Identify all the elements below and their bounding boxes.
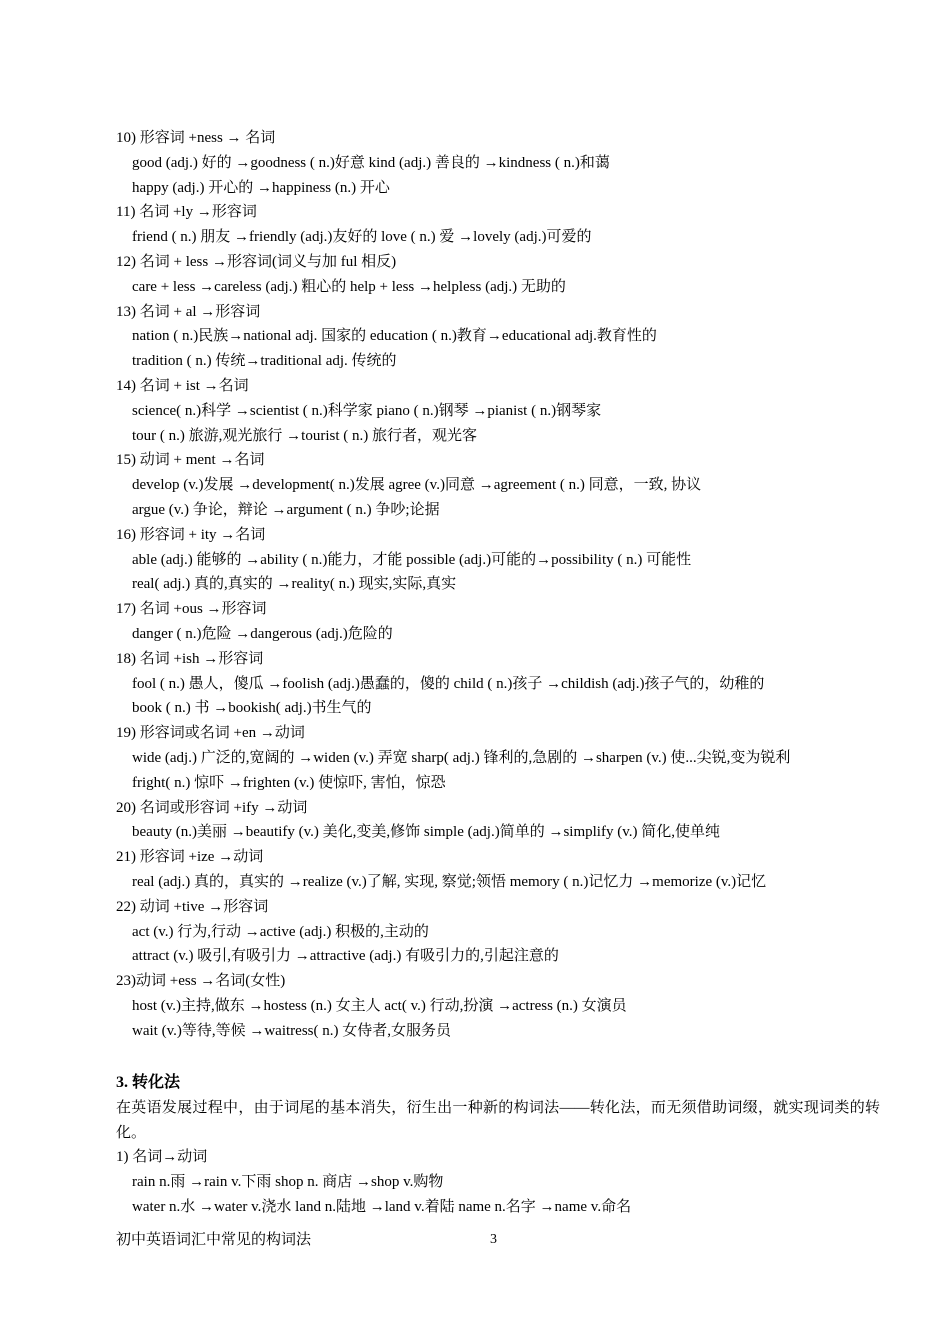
- rule-heading: 15) 动词 + ment →名词: [116, 452, 265, 469]
- example-line: fool ( n.) 愚人，傻瓜 →foolish (adj.)愚蠢的，傻的 child ( n.)孩子 →childish (adj.)孩子气的，幼稚的: [132, 675, 765, 692]
- example-line: science( n.)科学 →scientist ( n.)科学家 piano ( n.)钢琴 →pianist ( n.)钢琴家: [132, 402, 602, 419]
- example-line: book ( n.) 书 →bookish( adj.)书生气的: [132, 700, 372, 717]
- rule-heading: 17) 名词 +ous →形容词: [116, 601, 267, 618]
- rule-heading: 18) 名词 +ish →形容词: [116, 650, 264, 667]
- rule-heading: 10) 形容词 +ness → 名词: [116, 130, 276, 146]
- example-line: friend ( n.) 朋友 →friendly (adj.)友好的 love ( n.) 爱 →lovely (adj.)可爱的: [132, 229, 592, 246]
- rule-heading: 12) 名词 + less →形容词(词义与加 ful 相反): [116, 253, 397, 270]
- example-line: act (v.) 行为,行动 →active (adj.) 积极的,主动的: [132, 923, 429, 940]
- example-line: real (adj.) 真的，真实的 →realize (v.)了解, 实现, 察觉;领悟 memory ( n.)记忆力 →memorize (v.)记忆: [132, 873, 767, 890]
- rule-heading: 22) 动词 +tive →形容词: [116, 898, 269, 915]
- example-line: wide (adj.) 广泛的,宽阔的 →widen (v.) 弄宽 sharp( adj.) 锋利的,急剧的 →sharpen (v.) 使...尖锐,变为锐利: [132, 749, 791, 766]
- rule-heading: 16) 形容词 + ity →名词: [116, 526, 266, 543]
- example-line: care + less →careless (adj.) 粗心的 help + less →helpless (adj.) 无助的: [132, 278, 566, 295]
- example-line: host (v.)主持,做东 →hostess (n.) 女主人 act( v.) 行动,扮演 →actress (n.) 女演员: [132, 997, 627, 1014]
- example-line: able (adj.) 能够的 →ability ( n.)能力，才能 possible (adj.)可能的→possibility ( n.) 可能性: [132, 551, 692, 568]
- example-line: danger ( n.)危险 →dangerous (adj.)危险的: [132, 625, 393, 642]
- footer-title: 初中英语词汇中常见的构词法: [116, 1232, 312, 1248]
- rule-heading: 21) 形容词 +ize →动词: [116, 849, 264, 866]
- example-line: argue (v.) 争论，辩论 →argument ( n.) 争吵;论据: [132, 501, 440, 518]
- example-line: happy (adj.) 开心的 →happiness (n.) 开心: [132, 179, 390, 196]
- example-line: wait (v.)等待,等候 →waitress( n.) 女侍者,女服务员: [132, 1022, 451, 1039]
- example-line: good (adj.) 好的 →goodness ( n.)好意 kind (adj.) 善良的 →kindness ( n.)和蔼: [132, 154, 610, 171]
- suffix-rules-list: [116, 126, 886, 1043]
- example-line: beauty (n.)美丽 →beautify (v.) 美化,变美,修饰 simple (adj.)简单的 →simplify (v.) 简化,使单纯: [132, 824, 720, 841]
- section-heading: 3. 转化法: [116, 1074, 181, 1091]
- rule-heading: 20) 名词或形容词 +ify →动词: [116, 799, 308, 816]
- example-line: water n.水 →water v.浇水 land n.陆地 →land v.着陆 name n.名字 →name v.命名: [132, 1198, 632, 1215]
- example-line: tour ( n.) 旅游,观光旅行 →tourist ( n.) 旅行者，观光客: [132, 427, 477, 444]
- section-intro-paragraph: 在英语发展过程中，由于词尾的基本消失，衍生出一种新的构词法——转化法，而无须借助词缀，就实现词类的转化。: [116, 1100, 880, 1141]
- example-line: attract (v.) 吸引,有吸引力 →attractive (adj.) 有吸引力的,引起注意的: [132, 948, 559, 965]
- example-line: develop (v.)发展 →development( n.)发展 agree (v.)同意 →agreement ( n.) 同意，一致, 协议: [132, 477, 702, 494]
- example-line: fright( n.) 惊吓 →frighten (v.) 使惊吓, 害怕，惊恐: [132, 774, 446, 791]
- rule-heading: 23)动词 +ess →名词(女性): [116, 973, 286, 990]
- rule-heading: 1) 名词→动词: [116, 1149, 208, 1165]
- example-line: tradition ( n.) 传统→traditional adj. 传统的: [132, 353, 397, 370]
- rule-heading: 11) 名词 +ly →形容词: [116, 204, 257, 221]
- example-line: rain n.雨 →rain v.下雨 shop n. 商店 →shop v.购物: [132, 1173, 444, 1190]
- conversion-rules-list: [116, 1145, 886, 1219]
- rule-heading: 13) 名词 + al →形容词: [116, 303, 261, 320]
- rule-heading: 14) 名词 + ist →名词: [116, 377, 249, 394]
- rule-heading: 19) 形容词或名词 +en →动词: [116, 725, 305, 742]
- example-line: nation ( n.)民族→national adj. 国家的 education ( n.)教育→educational adj.教育性的: [132, 328, 657, 345]
- example-line: real( adj.) 真的,真实的 →reality( n.) 现实,实际,真实: [132, 576, 457, 593]
- page-number: 3: [490, 1232, 497, 1247]
